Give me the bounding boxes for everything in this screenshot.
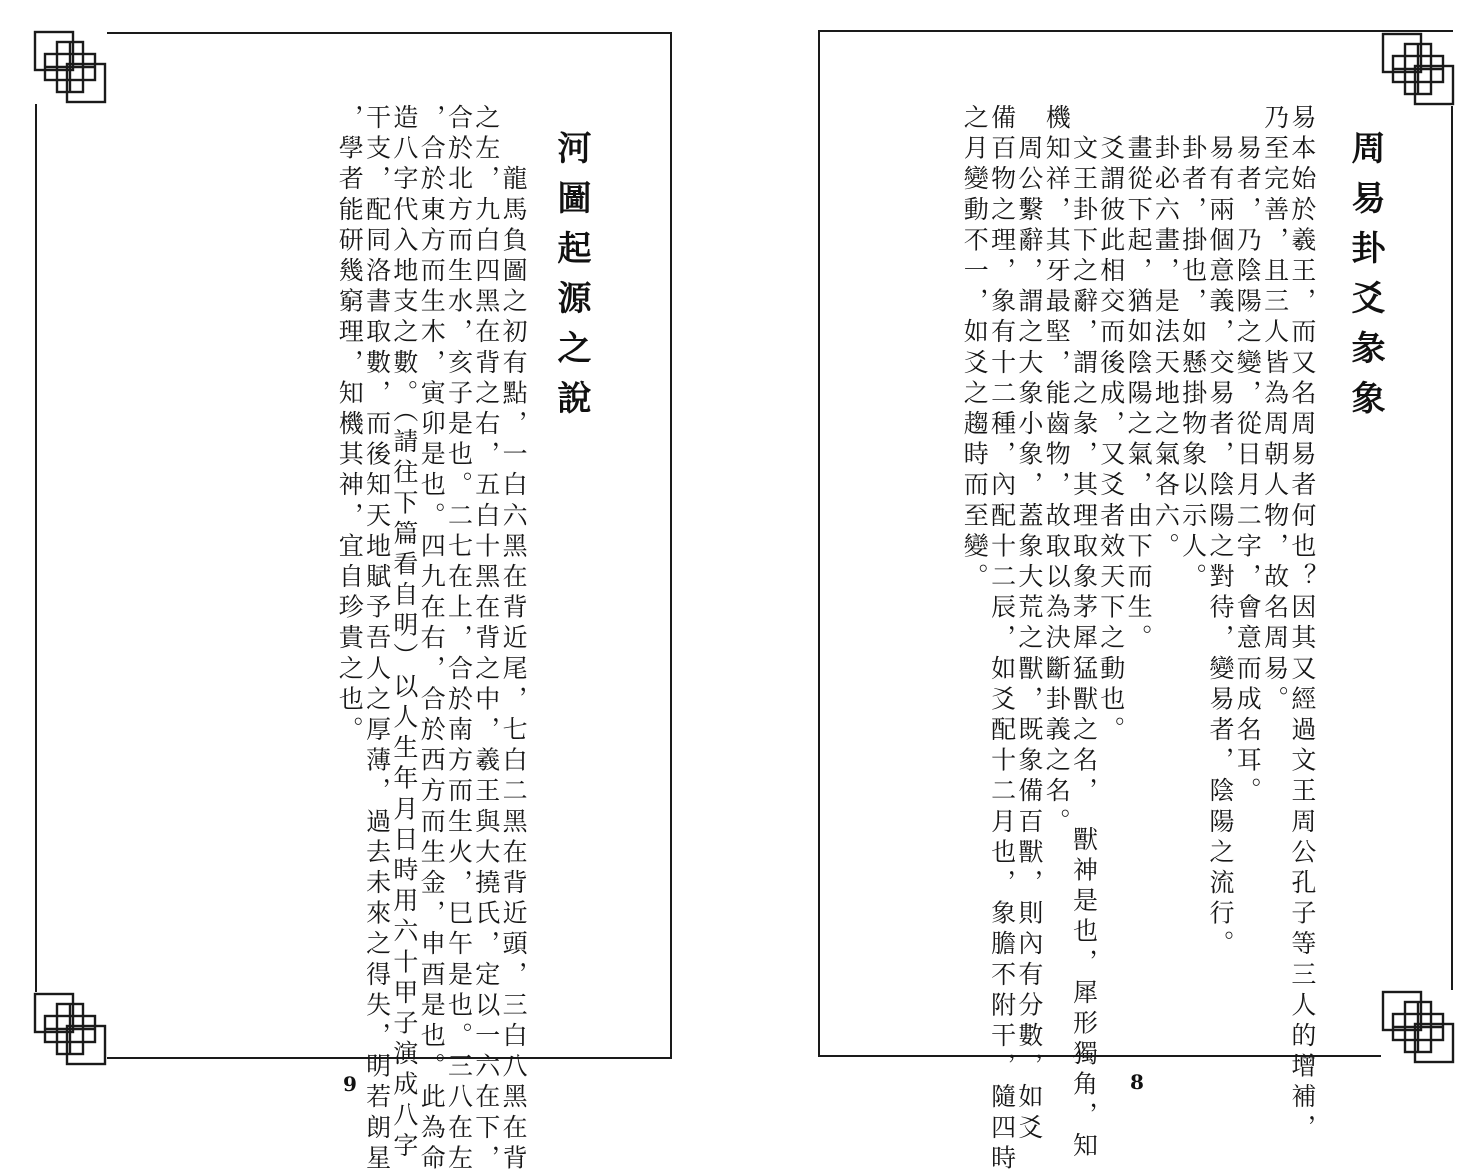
text-column: 卦必六畫，是法天地之氣各六。 [1151,104,1181,563]
text-column: 卦者，掛也，如懸掛物象以示人。 [1178,104,1208,594]
text-column: 之左，九白四黑在背之右，五白十黑在背之中，羲王與大撓氏，定以一六在下， [471,104,501,1175]
text-column: 備百物之理，象有十二種，內配十二辰，如爻配十二月也，象膽不附干，隨四時 [987,104,1017,1175]
left-page-body [335,104,529,1175]
right-page-body [960,104,1315,1175]
text-column: ，學者能研幾窮理，知機其神，宜自珍貴之也。 [335,104,365,747]
text-column: 龍馬負圖之初有點，一白六黑在背近尾，七白二黑在背近頭，三白八黑在背 [499,104,529,1175]
text-column: 周公繫辭，謂之大象小象，蓋象大荒之獸，既象備百獸，則內有分數，如爻 [1014,104,1044,1145]
text-column: 易有兩個意義，交易者，陰陽之對待，變易者，陰陽之流行。 [1205,104,1235,961]
corner-ornament-icon [33,30,107,104]
corner-ornament-icon [1381,32,1455,106]
text-column: 易者，乃陰陽之變，從日月二字，會意而成名耳。 [1233,104,1263,808]
text-column: 畫從下起，猶如陰陽之氣，由下而生。 [1124,104,1154,655]
text-column: 文王卦下之辭，謂之彖，其理取象茅犀猛獸之名， 獸神是也，犀形獨角，知 [1069,104,1099,1163]
text-column: 爻謂彼此相交而後成，又爻者效天下之動也。 [1096,104,1126,747]
right-page-title: 周易卦爻彖象 [1345,130,1385,430]
text-column: 易本始於羲王，而又名周易者何也？因其又經過文王周公孔子等三人的增補， [1287,104,1317,1145]
corner-ornament-icon [33,992,107,1066]
page-number: 8 [1130,1070,1144,1094]
text-column: 合於北方而生水，亥子是也。二七在上，合於南方而生火，巳午是也。三八在左 [444,104,474,1175]
text-column: 造八字代入地支之數。（請往下篇看自明）以人生年月日時用六十甲子演成八字 [389,104,419,1163]
text-column: 機知祥，其牙最堅，能齒物，故取以為決斷卦義之名。 [1042,104,1072,839]
left-page-title: 河圖起源之說 [551,130,591,430]
corner-ornament-icon [1381,990,1455,1064]
text-column: 干支，配同洛書取數，而後知天地賦予吾人之厚薄，過去未來之得失，明若朗星 [362,104,392,1175]
text-column: ，合於東方而生木，寅卯是也。四九在右，合於西方而生金，申酉是也。此為命 [417,104,447,1175]
text-column: 之月變動不一，如爻之趨時而至變。 [960,104,990,594]
page-number: 9 [343,1072,357,1096]
text-column: 乃至完善，且三人皆為周朝人物，故名周易。 [1260,104,1290,716]
